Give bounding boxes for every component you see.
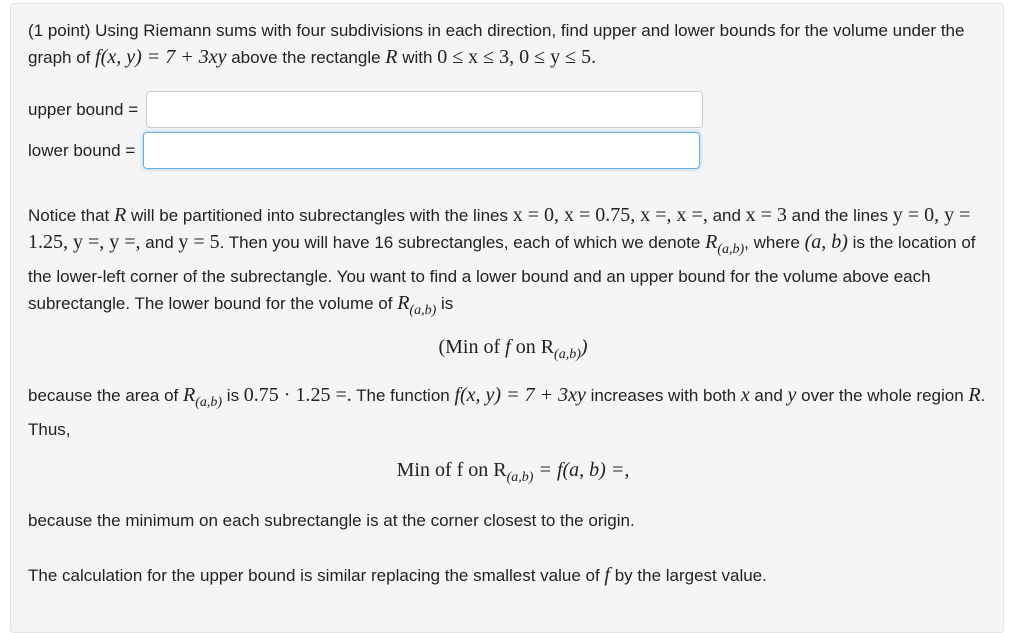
math-expression: R xyxy=(705,231,718,253)
text-segment: is the location of the lower-left corner of the subrectangle. You want to find a lower bound and an upper bound for the volume above each subrectangle. The lower bound for the volume of xyxy=(28,233,976,313)
text-segment: The calculation for the upper bound is similar replacing the smallest value of xyxy=(28,566,605,585)
text-segment: increases with both xyxy=(585,386,741,405)
text-segment: The function xyxy=(351,386,455,405)
math-expression: (a, b) xyxy=(804,231,848,253)
math-expression: 0 ≤ x ≤ 3, 0 ≤ y ≤ 5. xyxy=(437,46,597,68)
hint-paragraph-3 xyxy=(28,507,998,534)
text-segment: is xyxy=(222,386,244,405)
math-expression: f xyxy=(505,336,511,358)
problem-panel xyxy=(10,3,1004,633)
lower-bound-row xyxy=(28,132,700,169)
math-expression: x = 0, x = 0.75, x =, x =, xyxy=(512,204,708,226)
math-subscript: (a,b) xyxy=(195,395,223,410)
math-expression: on R xyxy=(510,336,555,358)
text-segment: is xyxy=(436,294,454,313)
text-segment: with xyxy=(397,48,438,67)
lower-bound-input[interactable] xyxy=(143,132,700,169)
text-segment: and xyxy=(749,386,788,405)
math-subscript: (a,b) xyxy=(554,347,581,362)
math-subscript: (a,b) xyxy=(409,303,437,318)
math-expression: y xyxy=(787,384,797,406)
text-segment: . Then you will have 16 subrectangles, each of which we denote xyxy=(219,233,706,252)
math-expression: y = 0, y = 1.25, y =, y =, xyxy=(28,204,971,253)
math-expression: 0.75 · 1.25 =. xyxy=(243,384,352,406)
text-segment: by the largest value. xyxy=(609,566,767,585)
text-segment: will be partitioned into subrectangles with the lines xyxy=(126,206,513,225)
math-subscript: (a,b) xyxy=(506,470,534,485)
math-expression: f(x, y) = 7 + 3xy xyxy=(454,384,586,406)
upper-bound-input[interactable] xyxy=(146,91,703,128)
math-expression: R xyxy=(183,384,196,406)
hint-equation-1 xyxy=(28,334,998,368)
problem-statement xyxy=(28,17,998,71)
math-expression: R xyxy=(397,292,410,314)
math-expression: (Min of xyxy=(438,336,506,358)
text-segment: and xyxy=(140,233,179,252)
text-segment: above the rectangle xyxy=(226,48,386,67)
hint-paragraph-2 xyxy=(28,382,998,443)
text-segment: . Thus, xyxy=(28,386,986,439)
math-subscript: (a,b) xyxy=(717,242,745,257)
math-expression: = f(a, b) =, xyxy=(533,459,630,481)
text-segment: (1 point) Using Riemann sums with four subdivisions in each direction, find upper and lower bounds for the volume under the graph of xyxy=(28,21,965,67)
math-expression: R xyxy=(114,204,127,226)
math-expression: Min of f on R xyxy=(396,459,507,481)
math-expression: x xyxy=(740,384,750,406)
text-segment: Notice that xyxy=(28,206,114,225)
hint-paragraph-4 xyxy=(28,562,998,589)
math-expression: ) xyxy=(580,336,588,358)
math-expression: R xyxy=(968,384,981,406)
hint-equation-2 xyxy=(28,457,998,491)
text-segment: over the whole region xyxy=(796,386,969,405)
upper-bound-label: upper bound = xyxy=(28,99,139,119)
text-segment: because the area of xyxy=(28,386,184,405)
math-expression: x = 3 xyxy=(745,204,787,226)
text-segment: and the lines xyxy=(786,206,893,225)
lower-bound-label: lower bound = xyxy=(28,140,136,160)
math-expression: f(x, y) = 7 + 3xy xyxy=(95,46,227,68)
text-segment: , where xyxy=(744,233,805,252)
math-expression: R xyxy=(385,46,398,68)
text-segment: because the minimum on each subrectangle is at the corner closest to the origin. xyxy=(28,511,635,530)
upper-bound-row xyxy=(28,91,703,128)
math-expression: f xyxy=(604,564,610,586)
math-expression: y = 5 xyxy=(178,231,220,253)
hint-paragraph-1 xyxy=(28,202,998,324)
text-segment: and xyxy=(707,206,746,225)
